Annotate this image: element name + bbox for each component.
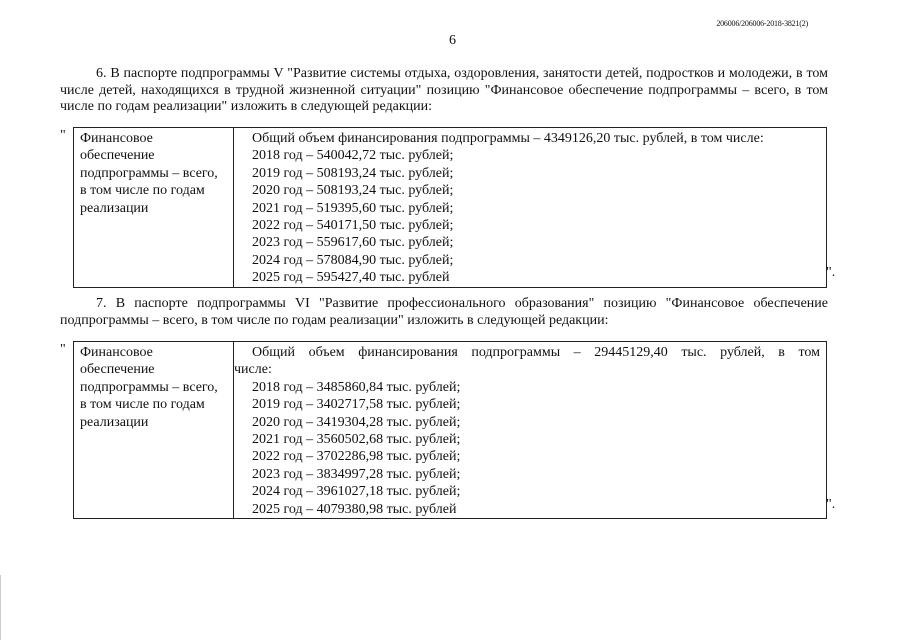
finance-year-2021: 2021 год – 519395,60 тыс. рублей; (252, 200, 454, 216)
section-7-open-quote: " (60, 342, 66, 357)
finance-year-2018: 2018 год – 3485860,84 тыс. рублей; (252, 379, 461, 395)
finance-year-2020: 2020 год – 508193,24 тыс. рублей; (252, 183, 454, 199)
finance-value-cell (234, 342, 827, 519)
finance-year-2022: 2022 год – 3702286,98 тыс. рублей; (252, 449, 461, 465)
finance-year-2021: 2021 год – 3560502,68 тыс. рублей; (252, 432, 461, 448)
finance-year-2025: 2025 год – 4079380,98 тыс. рублей (252, 501, 457, 517)
section-6-close-quote: ". (826, 265, 836, 280)
section-7-finance-table (73, 341, 827, 519)
section-6-text: 6. В паспорте подпрограммы V "Развитие системы отдыха, оздоровления, занятости детей, подростков и молодежи, в том числе детей, находящихся в трудной жизненной ситуации" позицию "Финансовое обеспечение подпрограммы – всего, в том числе по годам реализации" изложить в следующей редакции: (60, 66, 828, 114)
section-6-finance-table (73, 127, 827, 288)
scan-edge-mark (0, 575, 1, 640)
finance-year-2022: 2022 год – 540171,50 тыс. рублей; (252, 218, 454, 234)
finance-year-2024: 2024 год – 578084,90 тыс. рублей; (252, 252, 454, 268)
finance-label-cell (74, 342, 234, 519)
section-7-text: 7. В паспорте подпрограммы VI "Развитие профессионального образования" позицию "Финансовое обеспечение подпрограммы – всего, в том числе по годам реализации" изложить в следующей редакции: (60, 296, 828, 328)
finance-year-2020: 2020 год – 3419304,28 тыс. рублей; (252, 414, 461, 430)
finance-total: Общий объем финансирования подпрограммы – 4349126,20 тыс. рублей, в том числе: (252, 131, 764, 146)
finance-label-cell (74, 128, 234, 288)
section-6-open-quote: " (60, 128, 66, 143)
finance-year-2025: 2025 год – 595427,40 тыс. рублей (252, 270, 450, 286)
table-row (74, 342, 827, 519)
finance-year-2019: 2019 год – 3402717,58 тыс. рублей; (252, 397, 461, 413)
finance-label: Финансовое обеспечение подпрограммы – всего, в том числе по годам реализации (80, 345, 218, 430)
finance-total-line-1: Общий объем финансирования подпрограммы – 29445129,40 тыс. рублей, в том (252, 345, 820, 360)
document-code: 206006/206006-2018-3821(2) (716, 19, 808, 28)
finance-year-2018: 2018 год – 540042,72 тыс. рублей; (252, 148, 454, 164)
finance-label: Финансовое обеспечение подпрограммы – всего, в том числе по годам реализации (80, 131, 218, 216)
finance-year-2024: 2024 год – 3961027,18 тыс. рублей; (252, 484, 461, 500)
section-6-paragraph (60, 66, 828, 116)
page-number: 6 (449, 33, 456, 48)
section-7-close-quote: ". (826, 497, 836, 512)
finance-total-line-2: числе: (234, 362, 272, 378)
finance-year-2019: 2019 год – 508193,24 тыс. рублей; (252, 165, 454, 181)
finance-year-2023: 2023 год – 3834997,28 тыс. рублей; (252, 466, 461, 482)
table-row (74, 128, 827, 288)
finance-year-2023: 2023 год – 559617,60 тыс. рублей; (252, 235, 454, 251)
section-7-paragraph (60, 296, 828, 329)
finance-value-cell (234, 128, 827, 288)
